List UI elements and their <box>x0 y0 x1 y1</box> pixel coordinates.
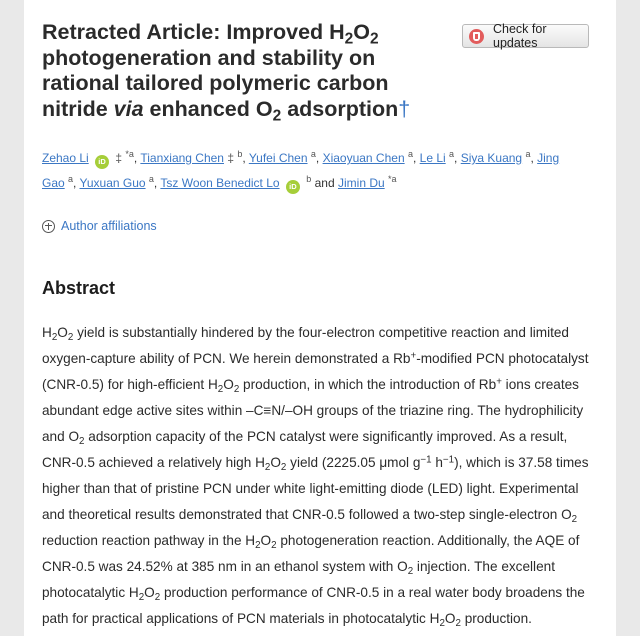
orcid-icon[interactable]: iD <box>286 180 300 194</box>
subscript: 2 <box>264 461 271 473</box>
author-affiliation-mark: a <box>449 149 455 159</box>
author-name-link[interactable]: Siya Kuang <box>460 151 523 165</box>
author-entry <box>420 151 454 165</box>
authors-and: and <box>314 176 335 190</box>
author-entry <box>338 176 397 190</box>
article-page <box>24 0 616 636</box>
subscript: 2 <box>154 591 161 603</box>
subscript: 2 <box>79 435 85 447</box>
subscript: 2 <box>67 331 74 343</box>
subscript: 2 <box>138 591 145 603</box>
author-entry <box>80 176 154 190</box>
author-name-link[interactable]: Tsz Woon Benedict Lo <box>160 176 280 190</box>
subscript: 2 <box>571 513 578 525</box>
author-affiliation-mark: a <box>148 174 154 184</box>
check-for-updates-button[interactable] <box>462 24 589 48</box>
author-affiliation-mark: a <box>310 149 316 159</box>
author-entry <box>140 151 242 165</box>
author-affiliation-mark: *a <box>125 149 134 159</box>
author-entry <box>160 176 311 190</box>
title-footnote-link[interactable]: † <box>398 96 411 121</box>
superscript: + <box>496 376 502 388</box>
subscript: 2 <box>280 461 287 473</box>
subscript: 2 <box>51 331 58 343</box>
author-affiliation-mark: a <box>525 149 531 159</box>
author-entry <box>323 151 413 165</box>
author-name-link[interactable]: Yufei Chen <box>248 151 308 165</box>
subscript: 2 <box>271 539 277 551</box>
superscript: + <box>410 350 417 362</box>
check-for-updates-label: Check for updates <box>493 22 547 50</box>
plus-circle-icon <box>42 220 55 233</box>
author-affiliation-mark: b <box>306 174 312 184</box>
author-entry <box>461 151 531 165</box>
abstract-heading: Abstract <box>42 278 116 298</box>
author-footnote-mark: ‡ <box>223 151 234 165</box>
subscript: 2 <box>455 617 461 629</box>
author-entry <box>42 151 134 165</box>
author-affiliations-label: Author affiliations <box>61 219 157 233</box>
author-name-link[interactable]: Xiaoyuan Chen <box>322 151 405 165</box>
subscript: 2 <box>217 383 224 395</box>
crossmark-icon <box>469 29 484 44</box>
subscript: 2 <box>407 565 414 577</box>
author-name-link[interactable]: Le Li <box>419 151 446 165</box>
author-footnote-mark: ‡ <box>112 151 123 165</box>
author-name-link[interactable]: Jing Gao <box>42 151 560 190</box>
author-list: Zehao Li iD ‡ $^{*a}$, Tianxiang Chen ‡ $^b$, Yufei Chen $^a$, Xiaoyuan Chen $^a$, Le Li $^a$, Siya Kuang $^a$, Jing Gao $^a$, Yuxuan Guo $^a$, Tsz Woon Benedict Lo iD $^b$ and Jimin Du $^{*a}$ <box>42 146 582 196</box>
subscript: 2 <box>439 617 445 629</box>
author-affiliation-mark: a <box>407 149 413 159</box>
subscript: 2 <box>233 383 240 395</box>
author-name-link[interactable]: Yuxuan Guo <box>79 176 146 190</box>
superscript: −1 <box>442 454 455 466</box>
superscript: −1 <box>420 454 432 466</box>
author-affiliations-toggle[interactable] <box>42 219 157 233</box>
author-affiliation-mark: b <box>237 149 243 159</box>
author-name-link[interactable]: Tianxiang Chen <box>140 151 224 165</box>
author-affiliation-mark: *a <box>388 174 397 184</box>
author-name-link[interactable]: Jimin Du <box>337 176 385 190</box>
subscript: 2 <box>255 539 261 551</box>
abstract-text: $H_2O_2$ yield is substantially hindered by the four-electron competitive reaction and limited oxygen-capture ability of PCN. We herein demonstrated a Rb+-modified PCN photocatalyst (CNR-0.5) for high-efficient $H_2O_2$ production, in which the introduction of Rb+ ions creates abundant edge active sites within –C≡N/–OH groups of the triazine ring. The hydrophilicity and $O_2$ adsorption capacity of the PCN catalyst were significantly improved. As a result, CNR-0.5 achieved a relatively high $H_2O_2$ yield (2225.05 μmol $g^{-1}$ $h^{-1}$), which is 37.58 times higher than that of pristine PCN under white light-emitting diode (LED) light. Experimental and theoretical results demonstrated that CNR-0.5 followed a two-step single-electron $O_2$ reduction reaction pathway in the $H_2O_2$ photogeneration reaction. Additionally, the AQE of CNR-0.5 was 24.52% at 385 nm in an ethanol system with $O_2$ injection. The excellent photocatalytic $H_2O_2$ production performance of CNR-0.5 in a real water body broadens the path for practical applications of PCN materials in photocatalytic $H_2O_2$ production. <box>42 325 589 629</box>
article-title: Retracted Article: Improved $H_2O_2$ photogeneration and stability on rational tailored polymeric carbon nitride via enhanced $O_2$ adsorption† <box>42 20 411 124</box>
author-name-link[interactable]: Zehao Li <box>42 151 89 165</box>
orcid-icon[interactable]: iD <box>95 155 109 169</box>
author-entry <box>249 151 316 165</box>
author-affiliation-mark: a <box>68 174 74 184</box>
